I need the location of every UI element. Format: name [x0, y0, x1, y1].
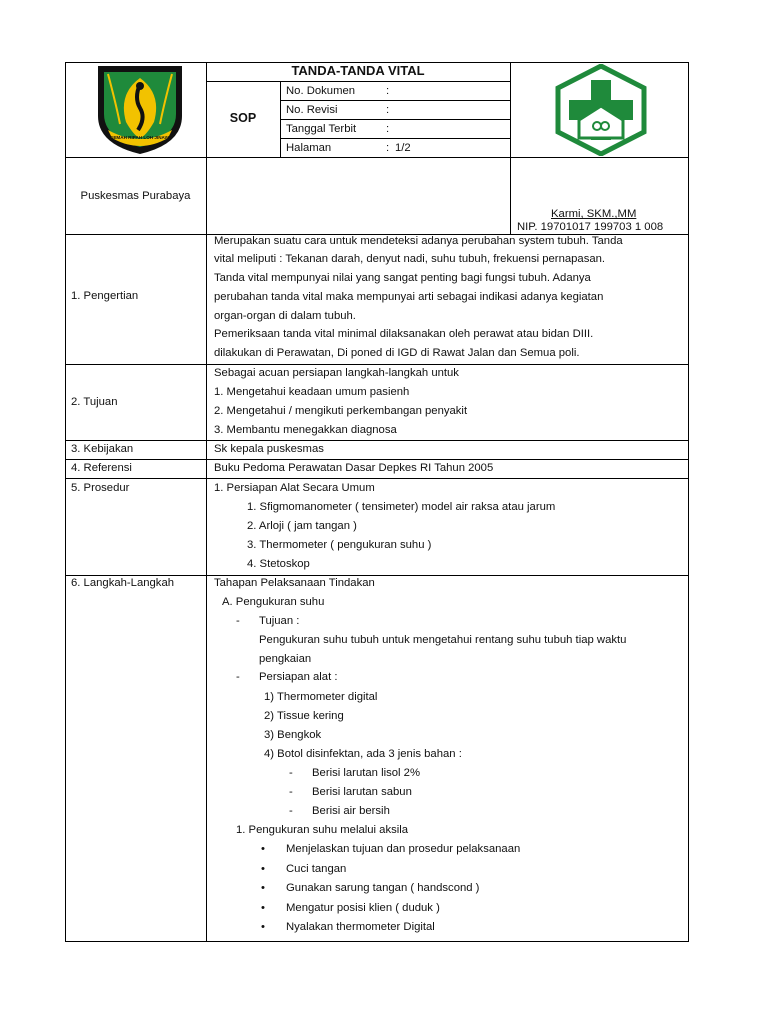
tujuan-sub-line: pengkaian	[259, 653, 312, 665]
meta-value-halaman: 1/2	[395, 142, 411, 154]
list-item: 1. Sfigmomanometer ( tensimeter) model air raksa atau jarum	[247, 501, 556, 513]
dash-marker: -	[289, 767, 293, 779]
prosedur-heading: 1. Persiapan Alat Secara Umum	[214, 482, 375, 494]
meta-label-halaman: Halaman	[286, 142, 332, 154]
tujuan-intro: Sebagai acuan persiapan langkah-langkah untuk	[214, 367, 459, 379]
meta-row-line-3	[280, 138, 510, 139]
langkah-sub-a: A. Pengukuran suhu	[222, 596, 325, 608]
document-title: TANDA-TANDA VITAL	[291, 63, 425, 78]
dash-marker: -	[289, 786, 293, 798]
list-item: 4. Stetoskop	[247, 558, 310, 570]
section-label-kebijakan: 3. Kebijakan	[71, 443, 134, 455]
meta-sep: :	[386, 104, 390, 116]
meta-label-no-revisi: No. Revisi	[286, 104, 338, 116]
dash-marker: -	[289, 805, 293, 817]
regional-emblem-logo	[94, 64, 186, 156]
list-item: 2) Tissue kering	[264, 710, 344, 722]
meta-sep: :	[386, 85, 390, 97]
kebijakan-text: Sk kepala puskesmas	[214, 443, 324, 455]
header-bottom-line	[65, 157, 689, 158]
list-item: Menjelaskan tujuan dan prosedur pelaksanaan	[286, 843, 521, 855]
bullet-marker: •	[261, 882, 265, 894]
list-item: Gunakan sarung tangan ( handscond )	[286, 882, 480, 894]
section-label-langkah: 6. Langkah-Langkah	[71, 577, 175, 589]
kebijakan-bottom-line	[65, 459, 689, 460]
list-item: Mengatur posisi klien ( duduk )	[286, 902, 440, 914]
list-item: 1. Mengetahui keadaan umum pasienh	[214, 386, 410, 398]
dash-marker: -	[236, 615, 240, 627]
tujuan-bottom-line	[65, 440, 689, 441]
pengertian-line: Merupakan suatu cara untuk mendeteksi adanya perubahan system tubuh. Tanda	[214, 235, 623, 247]
tujuan-sub-label: Tujuan :	[259, 615, 300, 627]
meta-label-tanggal-terbit: Tanggal Terbit	[286, 123, 357, 135]
puskesmas-logo	[553, 64, 649, 156]
alat-label: Persiapan alat :	[259, 671, 338, 683]
title-underline	[206, 81, 510, 82]
pengertian-line: dilakukan di Perawatan, Di poned di IGD di Rawat Jalan dan Semua poli.	[214, 347, 580, 359]
section-label-tujuan: 2. Tujuan	[71, 396, 118, 408]
border-bottom	[65, 941, 689, 942]
sop-label: SOP	[229, 111, 257, 125]
meta-sep: :	[386, 123, 390, 135]
list-item: Berisi air bersih	[312, 805, 390, 817]
list-item: Berisi larutan lisol 2%	[312, 767, 420, 779]
meta-row-line-1	[280, 100, 510, 101]
pengertian-line: Tanda vital mempunyai nilai yang sangat penting bagi fungsi tubuh. Adanya	[214, 272, 591, 284]
list-item: Nyalakan thermometer Digital	[286, 921, 435, 933]
bullet-marker: •	[261, 902, 265, 914]
pengertian-line: Pemeriksaan tanda vital minimal dilaksanakan oleh perawat atau bidan DIII.	[214, 328, 594, 340]
bullet-marker: •	[261, 863, 265, 875]
signer-nip: NIP. 19701017 199703 1 008	[517, 221, 664, 233]
section-label-pengertian: 1. Pengertian	[71, 290, 139, 302]
list-item: 4) Botol disinfektan, ada 3 jenis bahan :	[264, 748, 462, 760]
label-column-divider	[206, 62, 207, 942]
border-right	[688, 62, 689, 942]
section-label-prosedur: 5. Prosedur	[71, 482, 130, 494]
list-item: Berisi larutan sabun	[312, 786, 412, 798]
list-item: 3) Bengkok	[264, 729, 322, 741]
pengertian-line: vital meliputi : Tekanan darah, denyut nadi, suhu tubuh, frekuensi pernapasan.	[214, 253, 606, 265]
list-item: 3. Membantu menegakkan diagnosa	[214, 424, 397, 436]
list-item: 3. Thermometer ( pengukuran suhu )	[247, 539, 432, 551]
list-item: Cuci tangan	[286, 863, 347, 875]
logo-motto-text: GEMAH RIPAH LOH JINAWI	[109, 135, 171, 140]
meta-sep: :	[386, 142, 390, 154]
signer-name: Karmi, SKM.,MM	[551, 208, 637, 220]
referensi-bottom-line	[65, 478, 689, 479]
section-label-referensi: 4. Referensi	[71, 462, 132, 474]
meta-label-no-dokumen: No. Dokumen	[286, 85, 356, 97]
pengertian-line: perubahan tanda vital maka mempunyai arti sebagai indikasi adanya kegiatan	[214, 291, 604, 303]
header-right-divider	[510, 62, 511, 234]
list-item: 2. Arloji ( jam tangan )	[247, 520, 357, 532]
bullet-marker: •	[261, 843, 265, 855]
meta-row-line-2	[280, 119, 510, 120]
tujuan-sub-line: Pengukuran suhu tubuh untuk mengetahui rentang suhu tubuh tiap waktu	[259, 634, 627, 646]
org-name: Puskesmas Purabaya	[80, 190, 191, 202]
list-item: 2. Mengetahui / mengikuti perkembangan penyakit	[214, 405, 468, 417]
pengertian-bottom-line	[65, 364, 689, 365]
list-item: 1) Thermometer digital	[264, 691, 378, 703]
pengertian-line: organ-organ di dalam tubuh.	[214, 310, 356, 322]
dash-marker: -	[236, 671, 240, 683]
referensi-text: Buku Pedoma Perawatan Dasar Depkes RI Tahun 2005	[214, 462, 494, 474]
bullet-marker: •	[261, 921, 265, 933]
langkah-heading: Tahapan Pelaksanaan Tindakan	[214, 577, 375, 589]
axila-heading: 1. Pengukuran suhu melalui aksila	[236, 824, 409, 836]
